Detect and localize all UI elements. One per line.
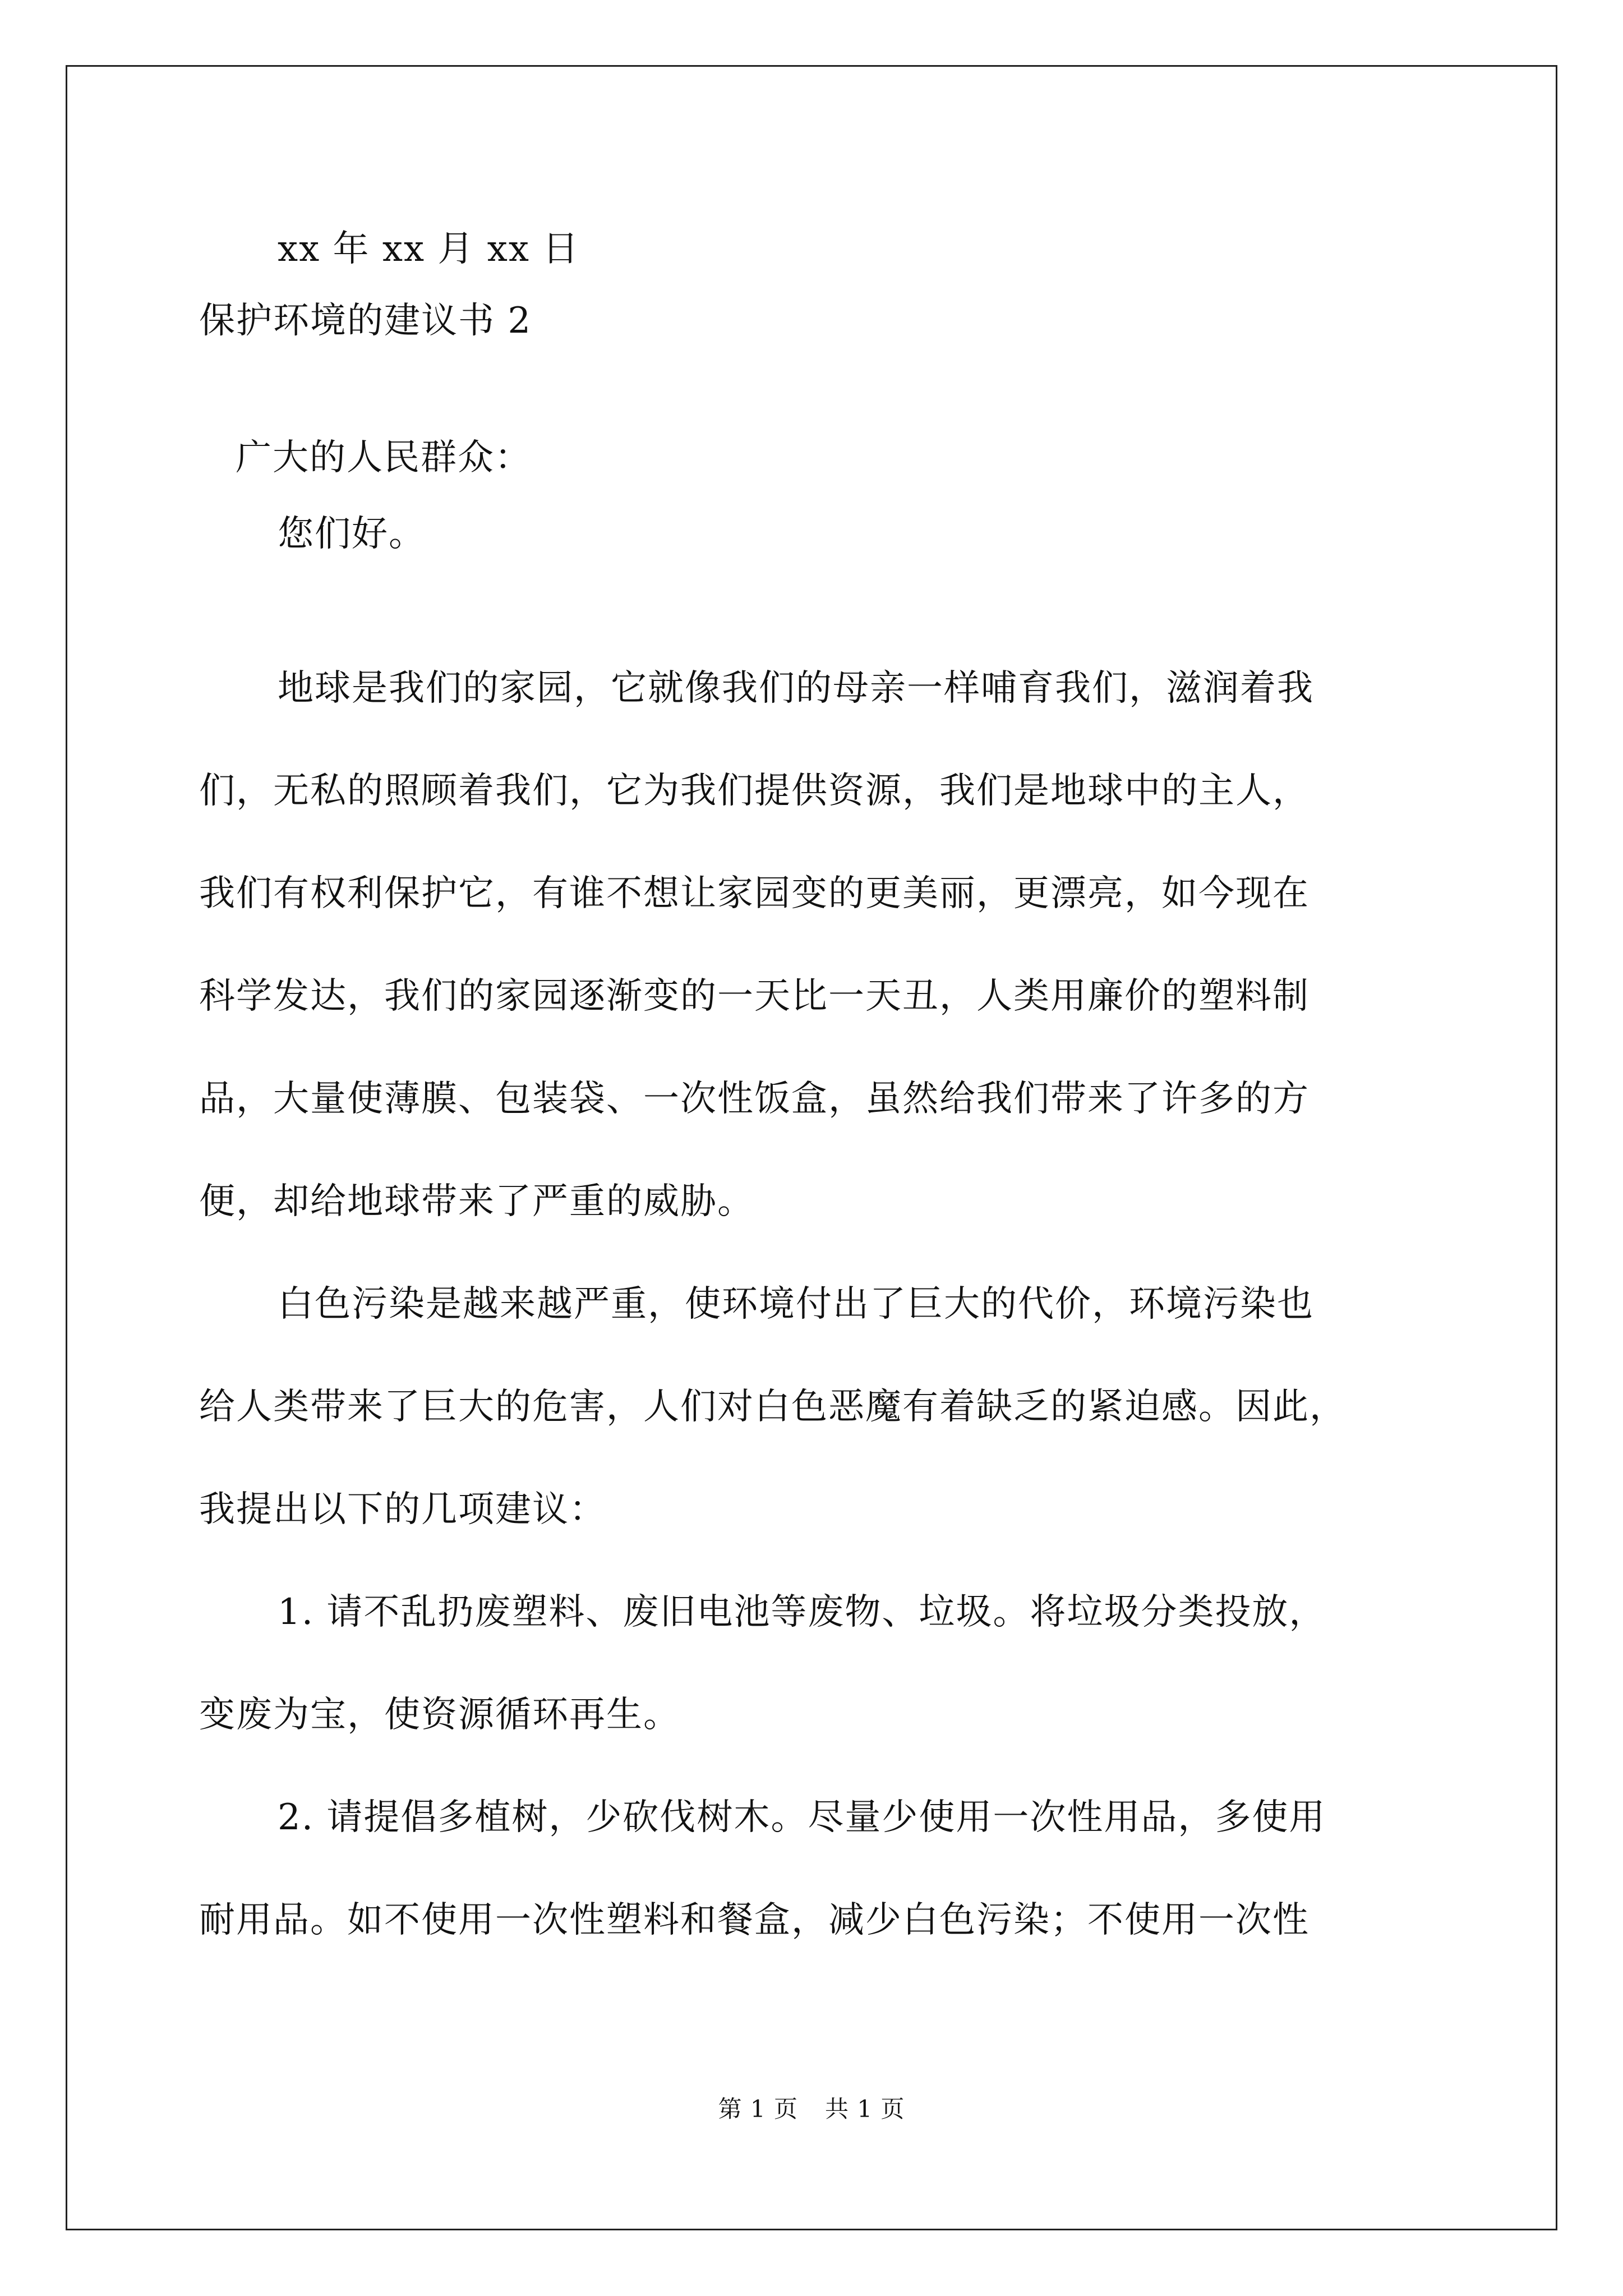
paragraph-line: 地球是我们的家园，它就像我们的母亲一样哺育我们，滋润着我 [278, 668, 1314, 709]
paragraph-line: 科学发达，我们的家园逐渐变的一天比一天丑，人类用廉价的塑料制 [199, 976, 1310, 1017]
paragraph-line: 们，无私的照顾着我们，它为我们提供资源，我们是地球中的主人， [199, 770, 1310, 812]
greeting: 您们好。 [278, 513, 426, 555]
paragraph-line: 白色污染是越来越严重，使环境付出了巨大的代价，环境污染也 [278, 1283, 1314, 1325]
page-number: 第 1 页 [718, 2095, 798, 2123]
paragraph-line: 2. 请提倡多植树，少砍伐树木。尽量少使用一次性用品，多使用 [278, 1797, 1326, 1838]
paragraph-line: 我提出以下的几项建议： [199, 1489, 606, 1530]
paragraph-line: 便，却给地球带来了严重的威胁。 [199, 1181, 754, 1222]
page-footer [0, 2091, 1623, 2124]
paragraph-line: 给人类带来了巨大的危害，人们对白色恶魔有着缺乏的紧迫感。因此， [199, 1386, 1347, 1428]
paragraph-line: 我们有权利保护它，有谁不想让家园变的更美丽，更漂亮，如今现在 [199, 873, 1310, 914]
paragraph-line: 1. 请不乱扔废塑料、废旧电池等废物、垃圾。将垃圾分类投放， [278, 1591, 1326, 1633]
paragraph-line: 耐用品。如不使用一次性塑料和餐盒，减少白色污染；不使用一次性 [199, 1899, 1310, 1941]
paragraph-line: 变废为宝，使资源循环再生。 [199, 1694, 680, 1736]
document-title: 保护环境的建议书 2 [199, 300, 532, 342]
paragraph-line: 品，大量使薄膜、包装袋、一次性饭盒，虽然给我们带来了许多的方 [199, 1078, 1310, 1120]
page-total: 共 1 页 [825, 2095, 905, 2123]
salutation: 广大的人民群众： [236, 437, 532, 478]
date-line: xx 年 xx 月 xx 日 [278, 228, 580, 270]
